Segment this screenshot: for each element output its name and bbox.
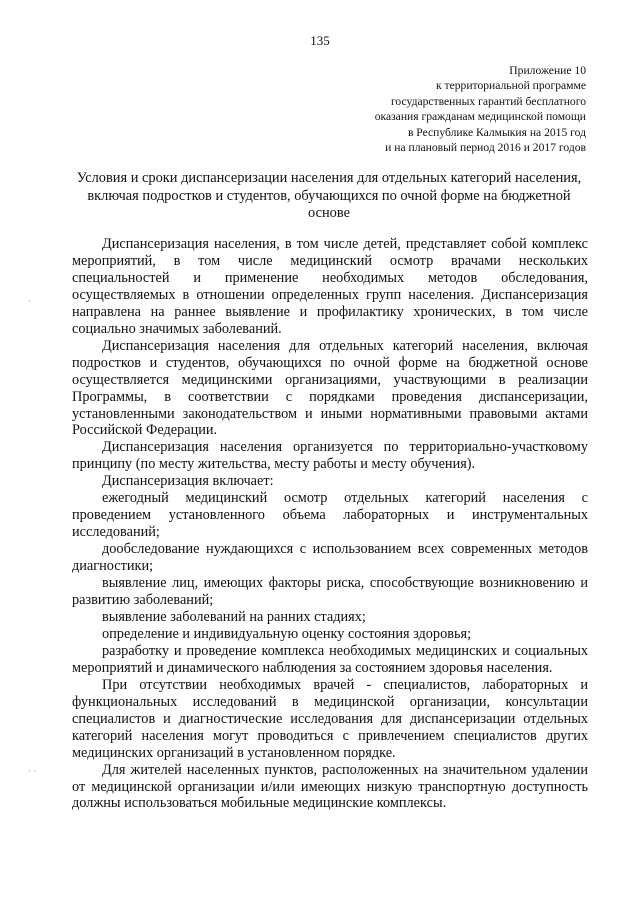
appendix-line: государственных гарантий бесплатного [390,94,586,108]
paragraph: Диспансеризация населения, в том числе детей, представляет собой комплекс мероприятий, в том числе медицинский осмотр врачами нескольких специальностей и применение необходимых методов обследования, осуществляемых в отношении определенных групп населения. Диспансеризация направлена на раннее выявление и профилактику хронических, в том числе социально значимых заболеваний. [72,236,588,337]
document-title: Условия и сроки диспансеризации населения для отдельных категорий населения, включая подростков и студентов, обучающихся по очной форме на бюджетной основе [76,170,582,222]
list-item: выявление лиц, имеющих факторы риска, способствующие возникновению и развитию заболеваний; [72,575,588,609]
paragraph: Диспансеризация населения для отдельных категорий населения, включая подростков и студентов, обучающихся по очной форме на бюджетной основе осуществляется медицинскими организациями, участвующими в реализации Программы, в соответствии с порядками проведения диспансеризации, установленными законодательством и иными нормативными правовыми актами Российской Федерации. [72,337,588,439]
scan-artifact: · · [28,766,37,776]
appendix-note [375,63,586,155]
list-item: ежегодный медицинский осмотр отдельных категорий населения с проведением установленного объема лабораторных и инструментальных исследований; [72,490,588,541]
page-number: 135 [310,33,330,48]
appendix-line: и на плановый период 2016 и 2017 годов [385,141,586,155]
paragraph: Для жителей населенных пунктов, расположенных на значительном удалении от медицинской организации и/или имеющих низкую транспортную доступность должны использоваться мобильные медицинские комплексы. [72,761,588,812]
list-item: разработку и проведение комплекса необходимых медицинских и социальных мероприятий и динамического наблюдения за состоянием здоровья населения. [72,642,588,676]
paragraph: При отсутствии необходимых врачей - специалистов, лабораторных и функциональных исследований в медицинской организации, консультации специалистов и диагностические исследования для диспансеризации отдельных категорий населения могут проводиться с привлечением специалистов других медицинских организаций в установленном порядке. [72,676,588,761]
scan-artifact: · [28,296,31,306]
list-item: выявление заболеваний на ранних стадиях; [102,608,366,625]
appendix-line: в Республике Калмыкия на 2015 год [407,125,586,139]
document-body [72,236,588,812]
paragraph: Диспансеризация населения организуется по территориально-участковому принципу (по месту жительства, месту работы и месту обучения). [72,439,588,473]
appendix-line: к территориальной программе [436,79,586,93]
list-item: дообследование нуждающихся с использованием всех современных методов диагностики; [72,541,588,575]
paragraph: Диспансеризация включает: [102,473,274,490]
appendix-line: Приложение 10 [509,64,586,77]
appendix-line: оказания гражданам медицинской помощи [374,110,586,124]
list-item: определение и индивидуальную оценку состояния здоровья; [102,625,472,642]
